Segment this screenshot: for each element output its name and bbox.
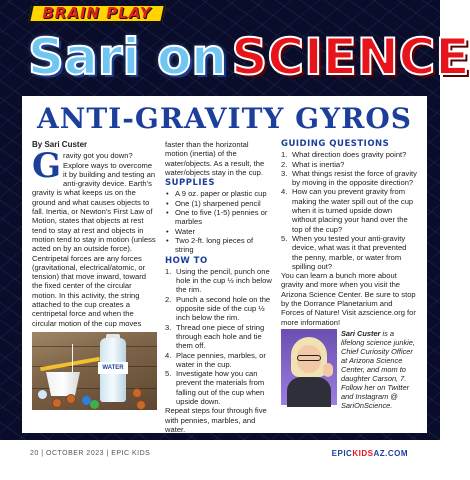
article-title: ANTI-GRAVITY GYROS bbox=[37, 102, 412, 135]
step-text: Thread one piece of string through each hole and tie them off. bbox=[176, 322, 265, 351]
author-name: Sari Custer bbox=[341, 328, 381, 338]
step-item bbox=[165, 369, 273, 406]
step-text: Punch a second hole on the opposite side of the cup ½ inch below the rim. bbox=[176, 294, 271, 323]
question-item bbox=[281, 169, 417, 188]
question-text: What direction does gravity point? bbox=[292, 150, 407, 160]
marble-image bbox=[38, 390, 47, 399]
step-text: Place pennies, marbles, or water in the cup. bbox=[176, 350, 266, 369]
author-body bbox=[287, 377, 331, 407]
supply-item: • One (1) sharpened pencil bbox=[165, 199, 273, 208]
supplies-list bbox=[165, 189, 273, 254]
penny-image bbox=[136, 400, 146, 410]
step-number: 1. bbox=[165, 266, 172, 276]
page-footer bbox=[0, 446, 440, 466]
question-item bbox=[281, 150, 417, 159]
guiding-questions-list bbox=[281, 150, 417, 271]
question-text: When you tested your anti-gravity device, what was it that prevented the penny, marble, or water from spilling out? bbox=[292, 233, 407, 271]
supply-item: • Two 2-ft. long pieces of string bbox=[165, 236, 273, 255]
question-text: What things resist the force of gravity by moving in the opposite direction? bbox=[292, 168, 417, 188]
supply-item: • A 9 oz. paper or plastic cup bbox=[165, 189, 273, 198]
learn-more-text: You can learn a bunch more about gravity and more when you visit the Arizona Science Center. Be sure to stop by the Dorrance Planetarium and Forces of Nature! Visit azscience.org for more information! bbox=[281, 271, 416, 327]
footer-epic: EPIC bbox=[331, 449, 353, 458]
footer-az: AZ.COM bbox=[373, 449, 408, 458]
footer-website bbox=[332, 449, 408, 458]
step-text: Investigate how you can prevent the materials from falling out of the cup when upside down. bbox=[176, 369, 265, 407]
supply-item: • One to five (1-5) pennies or marbles bbox=[165, 208, 273, 227]
guiding-questions-heading: GUIDING QUESTIONS bbox=[281, 139, 390, 149]
author-bio-text: is a lifelong science junkie, Chief Curiosity Officer at Arizona Science Center, and mom to daughter Carson, 7. Follow her on Twitter and Instagram @ SariOnScience. bbox=[341, 328, 415, 410]
wood-grain-line bbox=[32, 346, 157, 347]
author-box bbox=[281, 329, 417, 410]
intro-paragraph bbox=[32, 146, 157, 328]
step-number: 3. bbox=[165, 322, 172, 332]
brain-play-kicker bbox=[28, 4, 166, 23]
question-number: 3. bbox=[281, 168, 288, 178]
question-item bbox=[281, 160, 417, 169]
intro-continued: faster than the horizontal motion (inertia) of the water/objects. As a result, the water/objects stay in the cup. bbox=[165, 140, 265, 177]
question-text: How can you prevent gravity from making the water spill out of the cup when it is turned upside down without placing your hand over the top of the cup? bbox=[292, 187, 414, 234]
repeat-steps-text: Repeat steps four through five with pennies, marbles, and water. bbox=[165, 406, 267, 434]
activity-photo bbox=[32, 332, 157, 410]
title-science: SCIENCE bbox=[231, 28, 470, 86]
penny-image bbox=[52, 398, 62, 408]
question-number: 5. bbox=[281, 233, 288, 243]
howto-steps bbox=[165, 267, 273, 406]
step-item bbox=[165, 351, 273, 370]
marble-image bbox=[90, 400, 99, 409]
question-number: 1. bbox=[281, 150, 288, 160]
column-1 bbox=[32, 140, 157, 434]
supply-item: • Water bbox=[165, 227, 273, 236]
step-item bbox=[165, 323, 273, 351]
cup-image bbox=[46, 372, 80, 396]
supplies-heading: SUPPLIES bbox=[165, 178, 215, 189]
step-number: 5. bbox=[165, 369, 172, 379]
article-columns bbox=[32, 140, 417, 434]
penny-image bbox=[132, 388, 142, 398]
column-3 bbox=[281, 140, 417, 434]
column-2 bbox=[165, 140, 273, 434]
step-number: 4. bbox=[165, 350, 172, 360]
step-number: 2. bbox=[165, 294, 172, 304]
intro-text: ravity got you down? Explore ways to overcome it by building and testing an anti-gravity device. Earth's gravity is what keeps us on the ground and what causes objects to fall. Inertia, or Newton's First Law of Motion, states that objects at rest tend to stay at rest and objects in motion tend to stay in motion (unless acted on by an outside force). Centripetal forces are any forces (gravitational, electrical/atomic, or tension) that move inward, toward the fixed center of the circular motion. In this activity, the string attached to the cup creates a centripetal force and when the circular motion of the cup moves bbox=[32, 151, 156, 328]
footer-kids: KIDS bbox=[352, 449, 374, 458]
footer-folio: 20 | OCTOBER 2023 | EPIC KIDS bbox=[30, 450, 151, 457]
pencil-image bbox=[40, 357, 100, 371]
drop-cap: G bbox=[32, 146, 62, 187]
question-text: What is inertia? bbox=[292, 159, 345, 169]
kicker-text: BRAIN PLAY bbox=[42, 4, 152, 22]
title-sari-on: Sari on bbox=[28, 28, 227, 86]
author-hand bbox=[323, 363, 333, 377]
string-image bbox=[72, 344, 73, 374]
howto-heading: HOW TO bbox=[165, 255, 208, 266]
column-title bbox=[28, 28, 470, 88]
article-panel bbox=[22, 96, 427, 433]
author-bio bbox=[341, 329, 417, 410]
question-number: 4. bbox=[281, 187, 288, 197]
byline: By Sari Custer bbox=[32, 140, 88, 149]
penny-image bbox=[66, 394, 76, 404]
step-text: Using the pencil, punch one hole in the cup ½ inch below the rim. bbox=[176, 266, 272, 295]
step-item bbox=[165, 295, 273, 323]
step-item bbox=[165, 267, 273, 295]
author-glasses bbox=[297, 355, 321, 361]
question-item bbox=[281, 234, 417, 271]
question-item bbox=[281, 187, 417, 233]
question-number: 2. bbox=[281, 159, 288, 169]
water-bottle-label: WATER bbox=[98, 362, 128, 374]
author-photo bbox=[281, 329, 337, 405]
